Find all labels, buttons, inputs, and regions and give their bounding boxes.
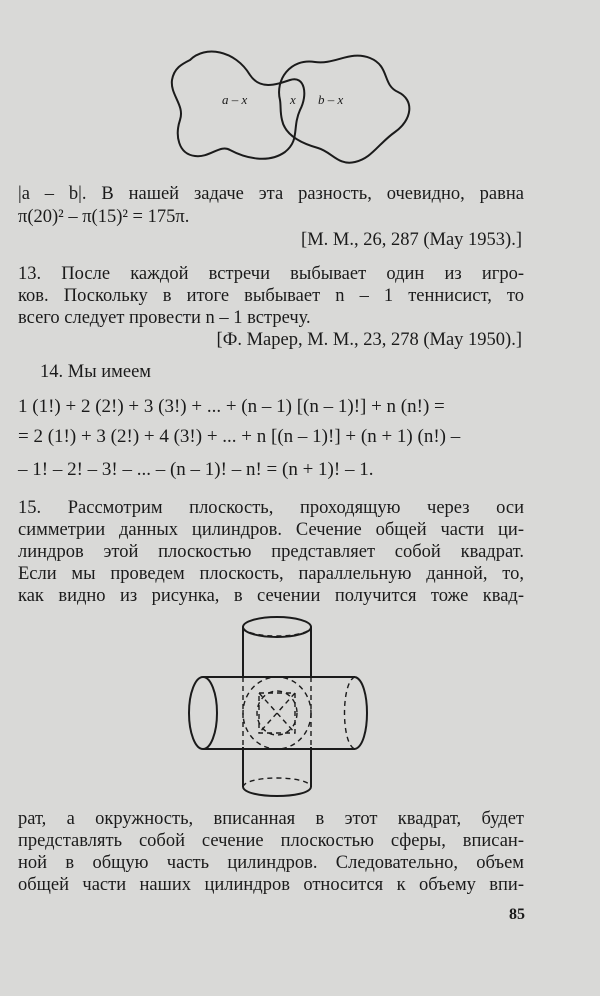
text-line: 15. Рассмотрим плоскость, проходящую через оси (18, 498, 524, 518)
reference: [M. M., 26, 287 (May 1953).] (301, 230, 522, 250)
text-line: Если мы проведем плоскость, параллельную данной, то, (18, 564, 524, 584)
page-number: 85 (509, 906, 525, 923)
text-line: 14. Мы имеем (40, 362, 151, 382)
reference: [Ф. Марер, M. M., 23, 278 (May 1950).] (216, 330, 522, 350)
label-b-minus-x: b – x (318, 92, 344, 107)
text-line: как видно из рисунка, в сечении получится тоже квад- (18, 586, 524, 606)
text-line: ков. Поскольку в итоге выбывает n – 1 теннисист, то (18, 286, 524, 306)
text-line: общей части наших цилиндров относится к объему впи- (18, 875, 524, 895)
text-line: |a – b|. В нашей задаче эта разность, очевидно, равна (18, 184, 524, 204)
text-line: всего следует провести n – 1 встречу. (18, 308, 311, 328)
label-x: x (290, 92, 296, 107)
text-line: π(20)² – π(15)² = 175π. (18, 207, 190, 227)
text-line: симметрии данных цилиндров. Сечение общей части ци- (18, 520, 524, 540)
venn-blobs-figure (150, 40, 450, 170)
intersecting-cylinders-figure (175, 605, 405, 800)
equation-line: – 1! – 2! – 3! – ... – (n – 1)! – n! = (n + 1)! – 1. (18, 459, 374, 480)
blob-right (279, 56, 409, 163)
equation-line: 1 (1!) + 2 (2!) + 3 (3!) + ... + (n – 1) [(n – 1)!] + n (n!) = (18, 396, 445, 417)
label-a-minus-x: a – x (222, 92, 248, 107)
text-line: линдров этой плоскостью представляет собой квадрат. (18, 542, 524, 562)
text-line: рат, а окружность, вписанная в этот квадрат, будет (18, 809, 524, 829)
text-line: 13. После каждой встречи выбывает один из игро- (18, 264, 524, 284)
text-line: представлять собой сечение плоскостью сферы, вписан- (18, 831, 524, 851)
text-line: ной в общую часть цилиндров. Следовательно, объем (18, 853, 524, 873)
equation-line: = 2 (1!) + 3 (2!) + 4 (3!) + ... + n [(n – 1)!] + (n + 1) (n!) – (18, 426, 461, 447)
